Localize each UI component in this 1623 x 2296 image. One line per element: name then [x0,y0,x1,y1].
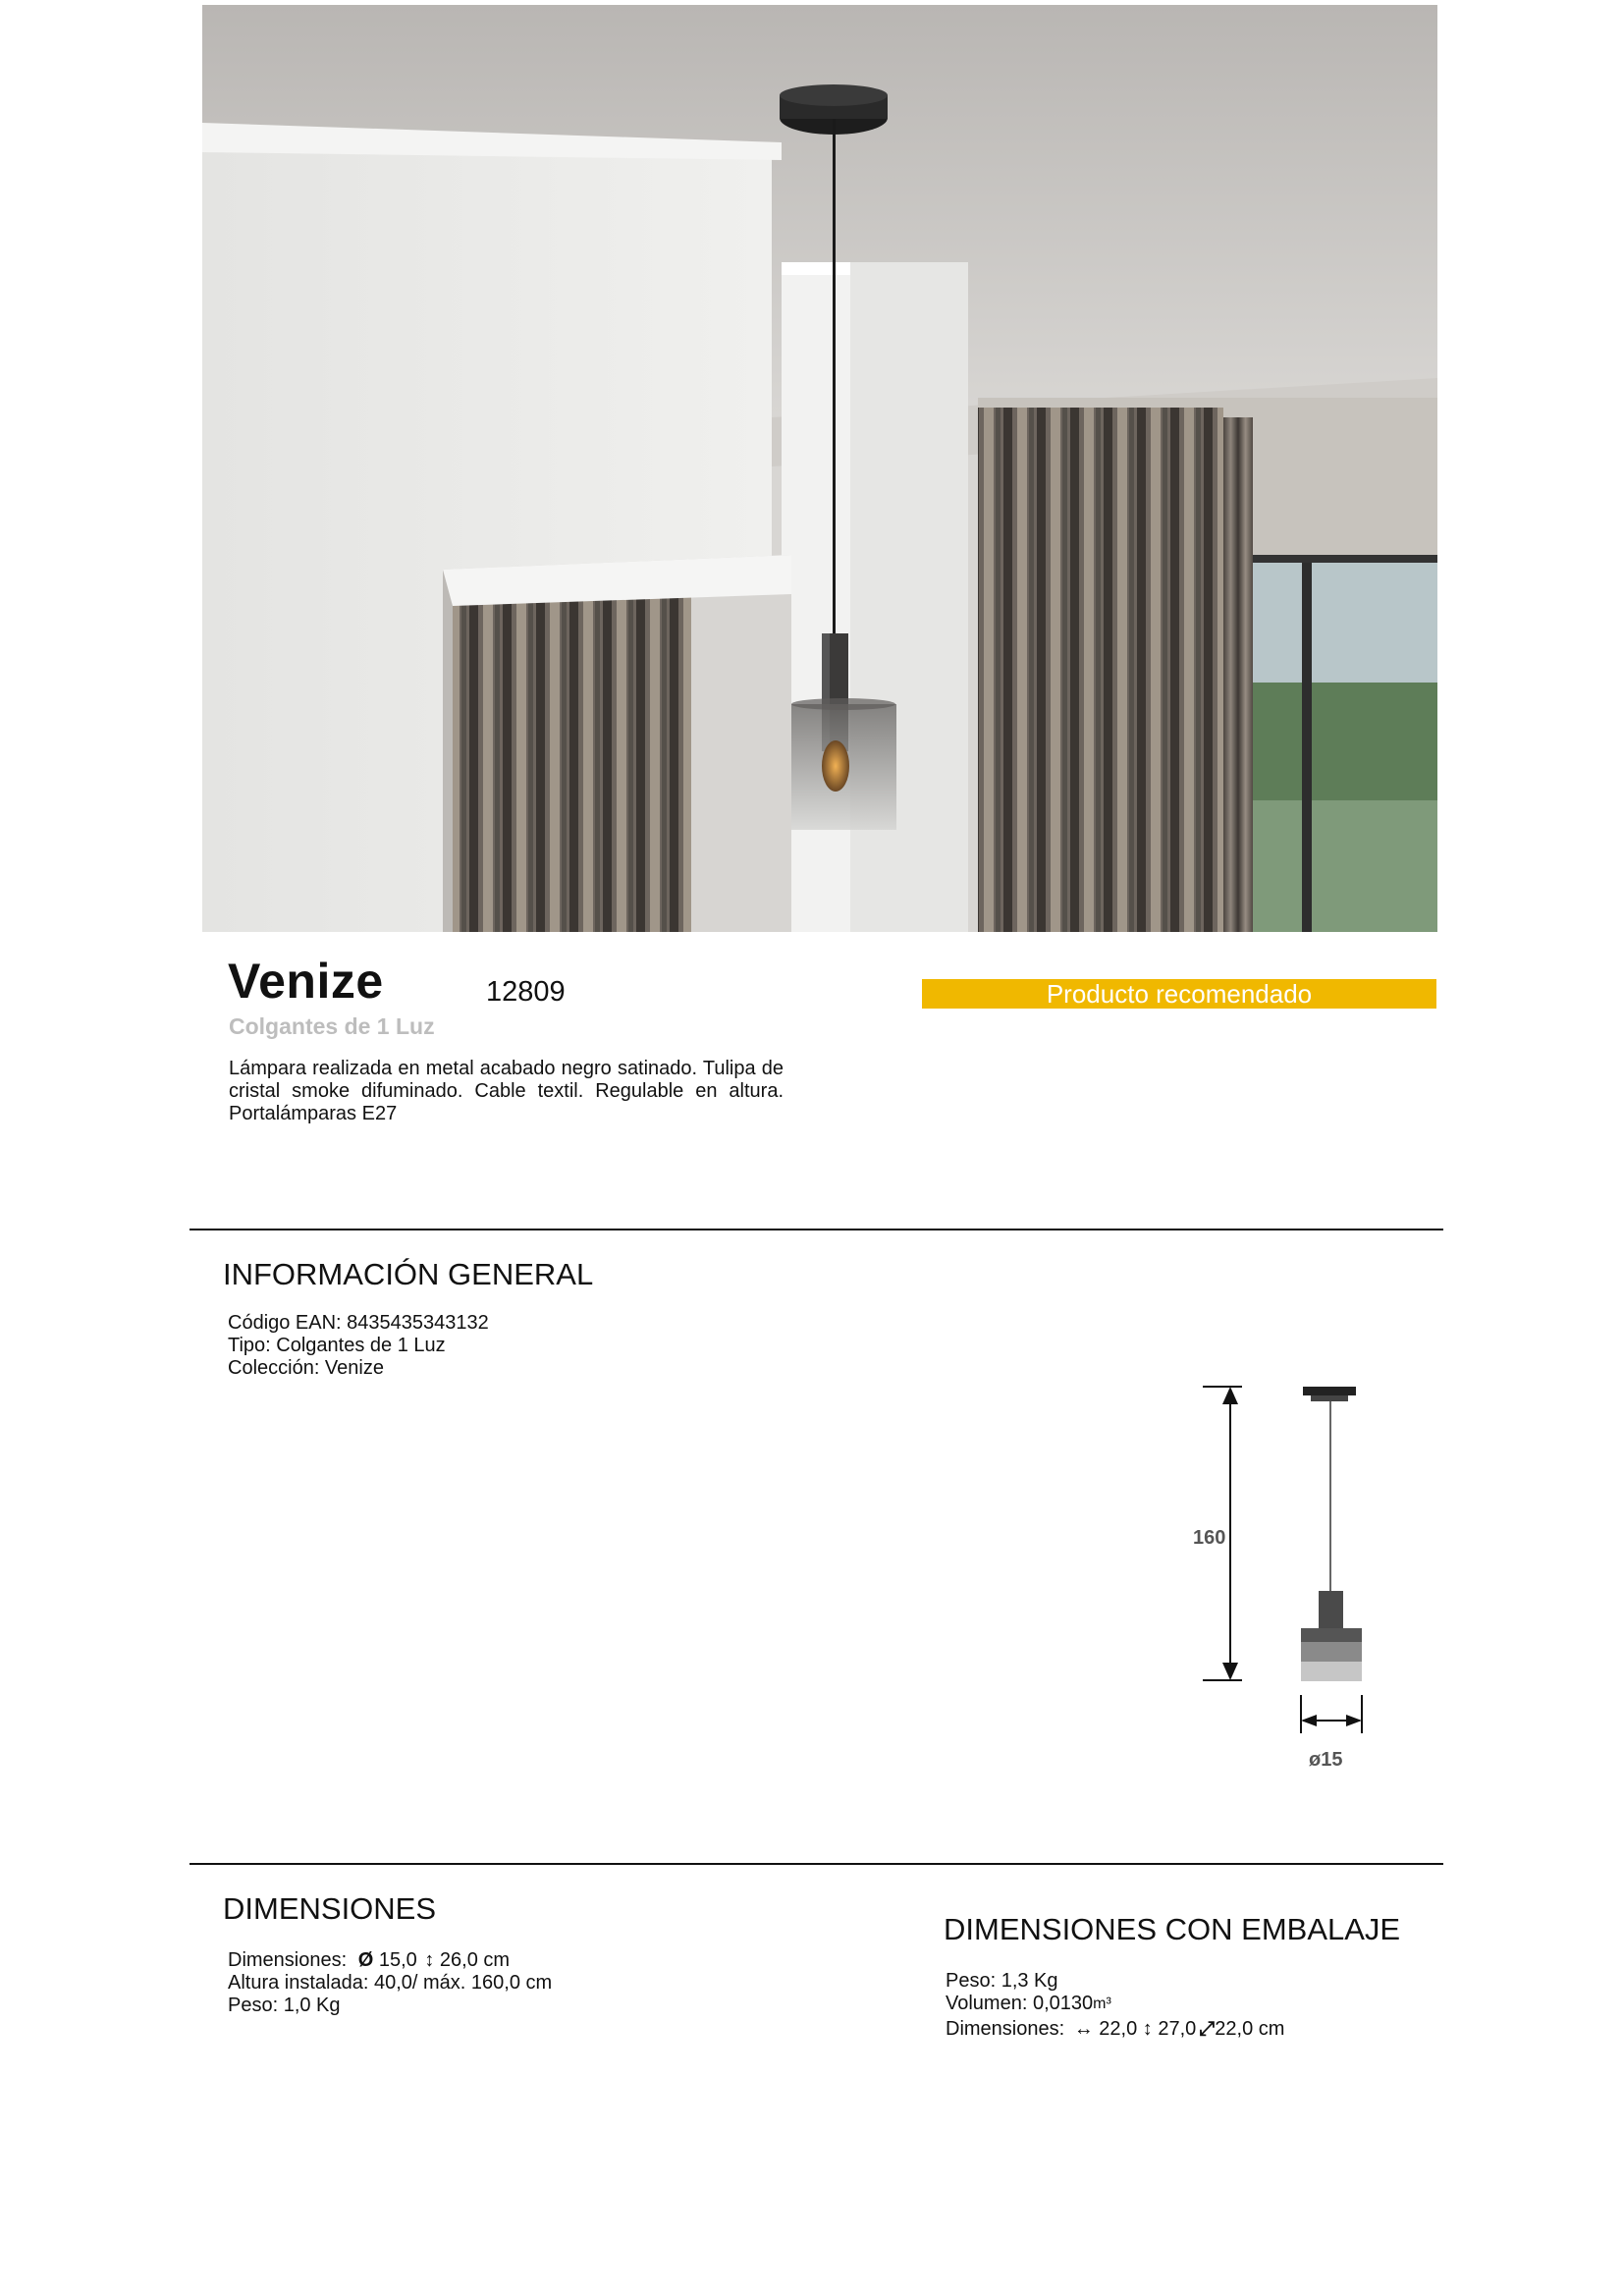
drawing-height-label: 160 [1193,1527,1226,1549]
product-collection: Colección: Venize [228,1357,384,1379]
drawing-diameter-label: ø15 [1309,1749,1343,1771]
package-dimensions [946,2018,1284,2041]
volume-value: Volumen: 0,0130 [946,1993,1094,2014]
product-type: Tipo: Colgantes de 1 Luz [228,1335,446,1356]
package-volume [946,1993,1111,2015]
product-name: Venize [228,954,384,1009]
package-weight: Peso: 1,3 Kg [946,1970,1058,1992]
dimensions-label: Dimensiones: [228,1949,348,1971]
product-photo [202,5,1437,932]
volume-unit: m³ [1093,1995,1111,2012]
dimensions-line [228,1949,510,1972]
product-code: 12809 [486,976,566,1008]
dimensions-heading: DIMENSIONES [223,1891,437,1926]
package-width: 22,0 [1099,2018,1138,2040]
height-icon: ↕ [1142,2018,1153,2040]
product-category: Colgantes de 1 Luz [229,1013,435,1039]
ean-code: Código EAN: 8435435343132 [228,1312,489,1334]
product-weight: Peso: 1,0 Kg [228,1995,341,2016]
technical-drawing [1193,1375,1389,1787]
package-dimensions-label: Dimensiones: [946,2018,1065,2040]
diameter-value: 15,0 [378,1949,417,1971]
installed-height: Altura instalada: 40,0/ máx. 160,0 cm [228,1972,553,1994]
width-icon: ↔ [1073,2018,1094,2040]
packaging-heading: DIMENSIONES CON EMBALAJE [944,1912,1401,1946]
package-height: 27,0 [1158,2018,1197,2040]
divider [189,1863,1443,1865]
product-description: Lámpara realizada en metal acabado negro satinado. Tulipa de cristal smoke difuminado. Cable textil. Regulable en altura. Portalámparas E27 [229,1058,784,1124]
recommended-badge: Producto recomendado [922,979,1436,1009]
depth-icon: ⤢ [1199,2018,1216,2040]
height-value: 26,0 cm [439,1949,511,1971]
general-info-heading: INFORMACIÓN GENERAL [223,1257,594,1291]
divider [189,1229,1443,1230]
package-depth: 22,0 cm [1215,2018,1285,2040]
height-icon: ↕ [424,1949,435,1971]
diameter-icon: Ø [357,1949,374,1971]
